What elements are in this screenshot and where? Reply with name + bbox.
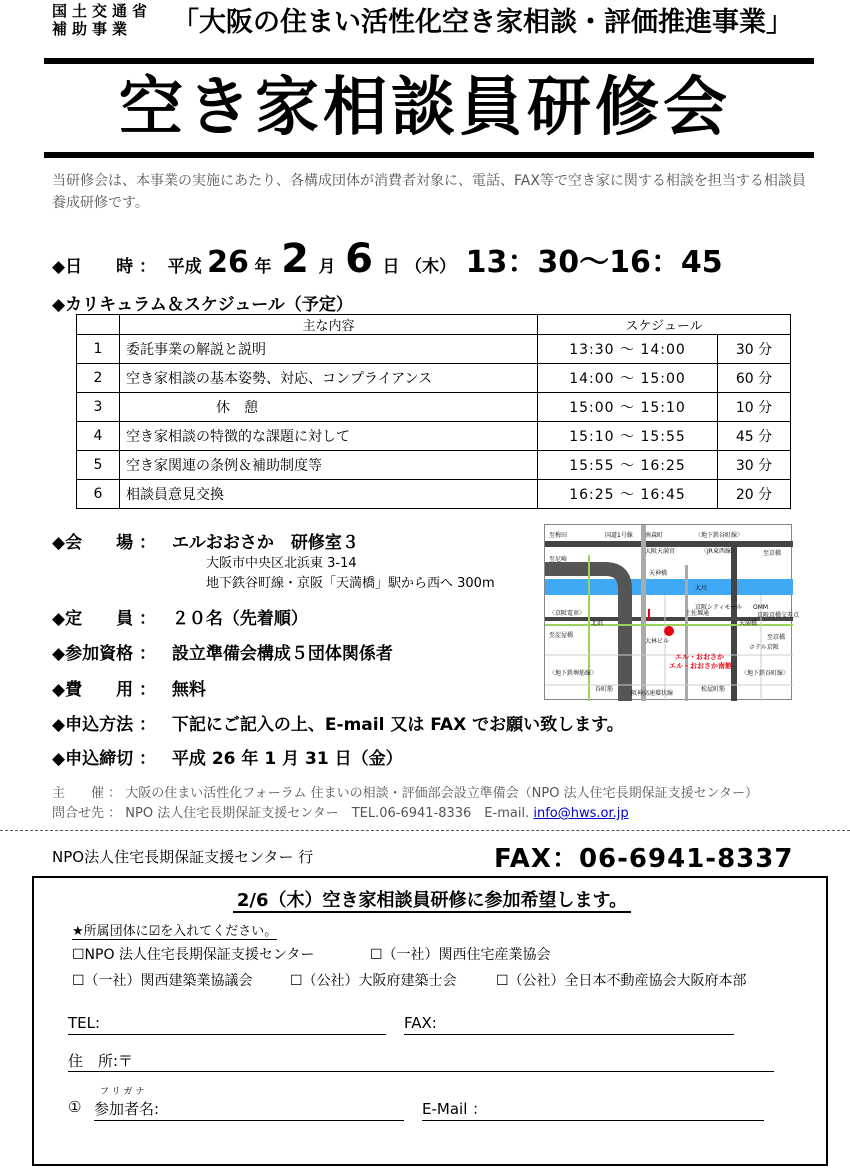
organizer-row (52, 784, 758, 803)
venue-marker (664, 626, 674, 636)
road-shape (545, 541, 793, 547)
eligibility-label: ◆参加資格 ： (52, 644, 156, 664)
map-label: 松屋町筋 (701, 686, 726, 693)
eligibility-row (52, 639, 393, 664)
address-label: 住 所:〒 (68, 1052, 134, 1070)
row-duration: 20 分 (718, 480, 791, 509)
datetime-weekday: （木） (405, 257, 457, 277)
deadline-value: 平成 26 年 1 月 31 日（金） (171, 749, 403, 769)
map-label: 南森町 (645, 532, 664, 539)
venue-access: 地下鉄谷町線・京阪「天満橋」駅から西へ 300m (206, 576, 495, 591)
map-label: 〈地下鉄谷町線〉 (695, 532, 744, 539)
schedule-heading: ◆カリキュラム＆スケジュール（予定） (52, 295, 353, 315)
row-time: 14:00 〜 15:00 (538, 364, 718, 393)
table-row (77, 422, 791, 451)
table-header-row (77, 315, 791, 335)
organizer-value: 大阪の住まい活性化フォーラム 住まいの相談・評価部会設立準備会（NPO 法人住宅長期保証支援センター） (125, 786, 759, 801)
map-label: 大阪天満宮 (645, 548, 676, 555)
row-time: 15:00 〜 15:10 (538, 393, 718, 422)
deadline-label: ◆申込締切 ： (52, 749, 156, 769)
map-label: OMM (753, 604, 769, 611)
datetime-era: 平成 (167, 257, 202, 277)
row-content: 休 憩 (120, 393, 538, 422)
header-no-cell (77, 315, 120, 335)
venue-row (52, 528, 359, 553)
row-duration: 10 分 (718, 393, 791, 422)
email-label: E-Mail ： (422, 1100, 488, 1118)
contact-label: 問合せ先 ： (52, 806, 122, 821)
map-label: 〈地下鉄堺筋線〉 (549, 670, 598, 677)
venue-map (544, 524, 800, 700)
map-label: エル・おおさか (675, 653, 724, 661)
map-label: 〈地下鉄谷町線〉 (741, 670, 790, 677)
table-row (77, 364, 791, 393)
map-label: 谷町筋 (595, 686, 614, 693)
apply-method-value: 下記にご記入の上、E-mail 又は FAX でお願い致します。 (171, 715, 624, 735)
participant-number: ① (68, 1098, 82, 1116)
application-form (32, 876, 828, 1166)
map-label: 天満橋 (739, 620, 758, 627)
map-label: 大川 (695, 585, 708, 592)
row-content: 空き家関連の条例＆補助制度等 (120, 451, 538, 480)
venue-address: 大阪市中央区北浜東 3-14 (206, 556, 357, 571)
river-shape (545, 579, 793, 595)
apply-method-row (52, 710, 624, 735)
row-no: 1 (77, 335, 120, 364)
fee-label: ◆費 用 ： (52, 680, 156, 700)
participant-label: 参加者名: (94, 1100, 160, 1118)
row-content: 委託事業の解説と説明 (120, 335, 538, 364)
venue-name: エルおおさか 研修室３ (171, 533, 359, 553)
title-rule (44, 152, 814, 158)
header-schedule: スケジュール (538, 315, 791, 335)
row-content: 空き家相談の特徴的な課題に対して (120, 422, 538, 451)
datetime-month: 2 (281, 236, 309, 282)
datetime-day: 6 (345, 236, 373, 282)
table-row (77, 451, 791, 480)
organizer-label: 主 催 ： (52, 786, 122, 801)
option-kansai-builders-checkbox[interactable]: ☐（一社）関西建築業協議会 (72, 973, 253, 989)
schedule-table (76, 314, 791, 509)
road-shape (685, 565, 688, 701)
tel-label: TEL: (68, 1014, 101, 1032)
datetime-label: ◆日 時 ： (52, 257, 156, 277)
project-name: 「大阪の住まい活性化空き家相談・評価推進事業」 (172, 7, 793, 38)
ministry-line2: 補助事業 (52, 20, 133, 38)
fax-label: FAX: (404, 1014, 437, 1032)
map-label: 京阪京橋交差点 (757, 612, 800, 619)
address-field[interactable] (68, 1071, 774, 1072)
datetime-day-unit: 日 (382, 257, 400, 277)
intro-text: 当研修会は、本事業の実施にあたり、各構成団体が消費者対象に、電話、FAX等で空き家に関する相談を担当する相談員養成研修です。 (52, 173, 806, 211)
row-no: 6 (77, 480, 120, 509)
eligibility-value: 設立準備会構成５団体関係者 (171, 644, 393, 664)
map-label: 大林ビル (645, 638, 670, 645)
fax-recipient: NPO法人住宅長期保証支援センター 行 (52, 848, 314, 866)
table-row (77, 335, 791, 364)
map-label: 至梅田 (549, 532, 568, 539)
fax-field[interactable] (404, 1034, 734, 1035)
option-kansai-housing-checkbox[interactable]: ☐（一社）関西住宅産業協会 (370, 947, 551, 963)
row-no: 4 (77, 422, 120, 451)
row-duration: 30 分 (718, 335, 791, 364)
map-label: 北浜 (591, 620, 604, 627)
form-note: ★所属団体に☑を入れてください。 (72, 920, 277, 940)
row-no: 3 (77, 393, 120, 422)
row-duration: 45 分 (718, 422, 791, 451)
row-no: 5 (77, 451, 120, 480)
map-label: 国道1号線 (605, 532, 633, 539)
table-row (77, 480, 791, 509)
option-npo-checkbox[interactable]: ☐NPO 法人住宅長期保証支援センター (72, 947, 315, 963)
map-label: 至尼崎 (549, 556, 568, 563)
top-rule (44, 58, 814, 64)
option-architects-checkbox[interactable]: ☐（公社）大阪府建築士会 (290, 973, 457, 989)
participant-name-field[interactable] (94, 1120, 404, 1121)
furigana-label: フリガナ (100, 1087, 148, 1097)
row-time: 15:55 〜 16:25 (538, 451, 718, 480)
row-content: 空き家相談の基本姿勢、対応、コンプライアンス (120, 364, 538, 393)
cut-line (0, 830, 850, 831)
map-label: 土佐堀通 (685, 610, 710, 617)
page-title: 空き家相談員研修会 (119, 71, 731, 145)
capacity-value: ２０名（先着順） (171, 609, 308, 629)
option-realestate-checkbox[interactable]: ☐（公社）全日本不動産協会大阪府本部 (496, 973, 747, 989)
map-graphic (545, 525, 800, 701)
email-field[interactable] (422, 1120, 764, 1121)
contact-email-link[interactable]: info@hws.or.jp (533, 806, 629, 821)
datetime-year-unit: 年 (254, 257, 272, 277)
row-duration: 60 分 (718, 364, 791, 393)
map-label: 〈京阪電車〉 (549, 610, 586, 617)
road-shape (731, 541, 737, 701)
form-title (34, 886, 830, 912)
tel-field[interactable] (68, 1034, 386, 1035)
map-label: 至京橋 (763, 550, 782, 557)
map-label: 京阪シティモール (695, 604, 743, 611)
table-row (77, 393, 791, 422)
datetime-time: 13：30〜16：45 (465, 245, 723, 280)
contact-row (52, 804, 629, 823)
map-label: 阪神高速環状線 (631, 690, 674, 697)
map-label: 天神橋 (649, 570, 668, 577)
capacity-label: ◆定 員 ： (52, 609, 156, 629)
row-time: 16:25 〜 16:45 (538, 480, 718, 509)
ministry-label (52, 2, 152, 38)
row-time: 13:30 〜 14:00 (538, 335, 718, 364)
row-no: 2 (77, 364, 120, 393)
fee-value: 無料 (171, 680, 206, 700)
map-label: 至京橋 (767, 634, 786, 641)
deadline-row (52, 744, 403, 769)
map-label: 至淀屋橋 (549, 632, 574, 639)
row-duration: 30 分 (718, 451, 791, 480)
apply-method-label: ◆申込方法 ： (52, 715, 156, 735)
form-title-text: 2/6（木）空き家相談員研修に参加希望します。 (233, 890, 631, 913)
row-time: 15:10 〜 15:55 (538, 422, 718, 451)
capacity-row (52, 604, 308, 629)
datetime-month-unit: 月 (318, 257, 336, 277)
fee-row (52, 675, 206, 700)
datetime-year: 26 (207, 245, 249, 280)
map-label: 〈JR東西線〉 (701, 548, 737, 555)
row-content: 相談員意見交換 (120, 480, 538, 509)
fax-number: FAX：06-6941-8337 (494, 844, 794, 874)
venue-label: ◆会 場 ： (52, 533, 156, 553)
ministry-line1: 国土交通省 (52, 2, 153, 20)
contact-value: NPO 法人住宅長期保証支援センター TEL.06-6941-8336 E-mail. (125, 806, 530, 821)
event-datetime (52, 236, 723, 282)
map-label: エル・おおさか南館 (669, 662, 732, 670)
map-label: ホテル京阪 (749, 644, 779, 651)
header-content: 主な内容 (120, 315, 538, 335)
